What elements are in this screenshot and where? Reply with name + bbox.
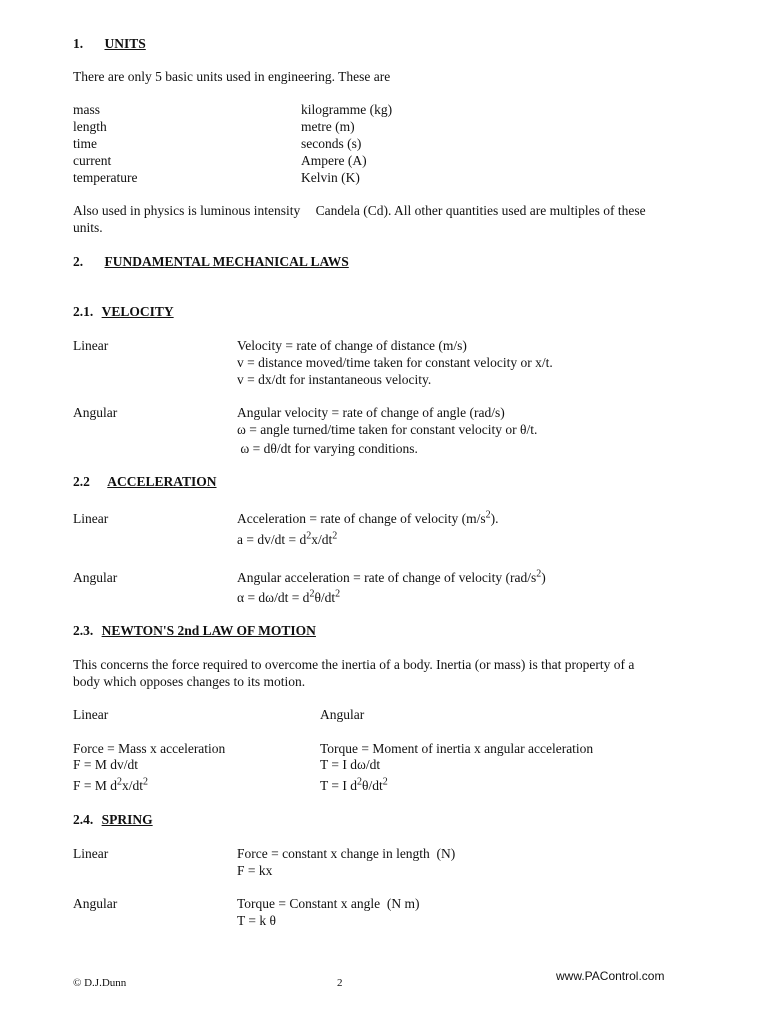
section-2-3-title: NEWTON'S 2nd LAW OF MOTION: [101, 623, 316, 638]
section-1-title: UNITS: [104, 36, 146, 51]
spring-angular-line: T = k θ: [237, 913, 276, 928]
superscript: 2: [143, 776, 149, 788]
unit-quantity: time: [73, 136, 97, 151]
newton-paragraph-line: body which opposes changes to its motion.: [73, 674, 306, 689]
section-2-number: 2.: [73, 254, 84, 269]
newton-linear-line: Force = Mass x acceleration: [73, 741, 226, 756]
spring-angular-line: Torque = Constant x angle (N m): [237, 896, 420, 911]
text-part: ).: [490, 511, 499, 526]
newton-linear-column-header: Linear: [73, 707, 109, 722]
section-2-3-heading: [73, 622, 316, 639]
section-2-heading: [73, 253, 349, 270]
acceleration-linear-formula: [237, 531, 337, 548]
unit-quantity: current: [73, 153, 112, 168]
section-1-also-line: [73, 202, 646, 219]
acceleration-linear-definition: [237, 510, 499, 527]
superscript: 2: [306, 530, 312, 542]
newton-linear-line: F = M dv/dt: [73, 757, 139, 772]
unit-name: Ampere (A): [301, 153, 367, 168]
superscript: 2: [332, 530, 338, 542]
velocity-linear-line: Velocity = rate of change of distance (m/s): [237, 338, 467, 353]
text-part: Acceleration = rate of change of velocity (m/s: [237, 511, 486, 526]
also-text-c: units.: [73, 220, 103, 235]
velocity-angular-label: Angular: [73, 405, 118, 420]
section-2-4-number: 2.4.: [73, 812, 94, 827]
text-part: x/dt: [122, 778, 144, 793]
footer-page-number: 2: [337, 977, 343, 989]
acceleration-linear-label: Linear: [73, 511, 109, 526]
text-part: x/dt: [311, 532, 333, 547]
unit-quantity: temperature: [73, 170, 138, 185]
text-part: θ/dt: [314, 590, 336, 605]
newton-angular-column-header: Angular: [320, 707, 365, 722]
spring-linear-label: Linear: [73, 846, 109, 861]
superscript: 2: [117, 776, 123, 788]
footer-copyright: © D.J.Dunn: [73, 977, 127, 989]
unit-name: seconds (s): [301, 136, 362, 151]
unit-quantity: mass: [73, 102, 100, 117]
velocity-angular-line: ω = angle turned/time taken for constant velocity or θ/t.: [237, 422, 538, 437]
velocity-linear-line: v = dx/dt for instantaneous velocity.: [237, 372, 432, 387]
section-2-4-heading: [73, 811, 153, 828]
velocity-linear-line: v = distance moved/time taken for constant velocity or x/t.: [237, 355, 553, 370]
acceleration-angular-formula: [237, 589, 340, 606]
text-part: ): [541, 570, 546, 585]
section-2-1-heading: [73, 303, 174, 320]
text-part: F = M d: [73, 778, 118, 793]
section-2-3-number: 2.3.: [73, 623, 94, 638]
superscript: 2: [335, 588, 341, 600]
acceleration-angular-definition: [237, 569, 546, 586]
text-part: Angular acceleration = rate of change of velocity (rad/s: [237, 570, 537, 585]
superscript: 2: [309, 588, 315, 600]
text-part: T = I d: [320, 778, 357, 793]
superscript: 2: [382, 776, 388, 788]
text-part: α = dω/dt = d: [237, 590, 310, 605]
newton-angular-line: T = I dω/dt: [320, 757, 381, 772]
acceleration-angular-label: Angular: [73, 570, 118, 585]
also-text-b: Candela (Cd). All other quantities used are multiples of these: [315, 203, 646, 218]
unit-quantity: length: [73, 119, 107, 134]
velocity-angular-line: ω = dθ/dt for varying conditions.: [237, 441, 418, 456]
spring-angular-label: Angular: [73, 896, 118, 911]
also-text-a: Also used in physics is luminous intensity: [73, 203, 301, 218]
text-part: θ/dt: [362, 778, 383, 793]
newton-angular-line: Torque = Moment of inertia x angular acceleration: [320, 741, 594, 756]
unit-name: metre (m): [301, 119, 355, 134]
section-1-heading: [73, 35, 146, 52]
newton-paragraph-line: This concerns the force required to overcome the inertia of a body. Inertia (or mass) is that property of a: [73, 657, 635, 672]
section-2-2-heading: [73, 473, 217, 490]
spring-linear-line: F = kx: [237, 863, 273, 878]
text-part: a = dv/dt = d: [237, 532, 307, 547]
velocity-angular-line: Angular velocity = rate of change of angle (rad/s): [237, 405, 505, 420]
section-2-1-number: 2.1.: [73, 304, 94, 319]
newton-angular-formula: [320, 777, 388, 794]
superscript: 2: [485, 509, 491, 521]
unit-name: kilogramme (kg): [301, 102, 393, 117]
section-1-number: 1.: [73, 36, 84, 51]
spring-linear-line: Force = constant x change in length (N): [237, 846, 456, 861]
section-2-4-title: SPRING: [101, 812, 153, 827]
superscript: 2: [357, 776, 362, 788]
section-2-2-title: ACCELERATION: [107, 474, 217, 489]
section-2-title: FUNDAMENTAL MECHANICAL LAWS: [104, 254, 349, 269]
footer-website-link[interactable]: www.PAControl.com: [556, 969, 665, 983]
superscript: 2: [536, 568, 542, 580]
section-2-1-title: VELOCITY: [101, 304, 174, 319]
velocity-linear-label: Linear: [73, 338, 109, 353]
section-1-intro: There are only 5 basic units used in engineering. These are: [73, 69, 391, 84]
unit-name: Kelvin (K): [301, 170, 360, 185]
newton-linear-formula: [73, 777, 148, 794]
section-2-2-number: 2.2: [73, 474, 90, 489]
